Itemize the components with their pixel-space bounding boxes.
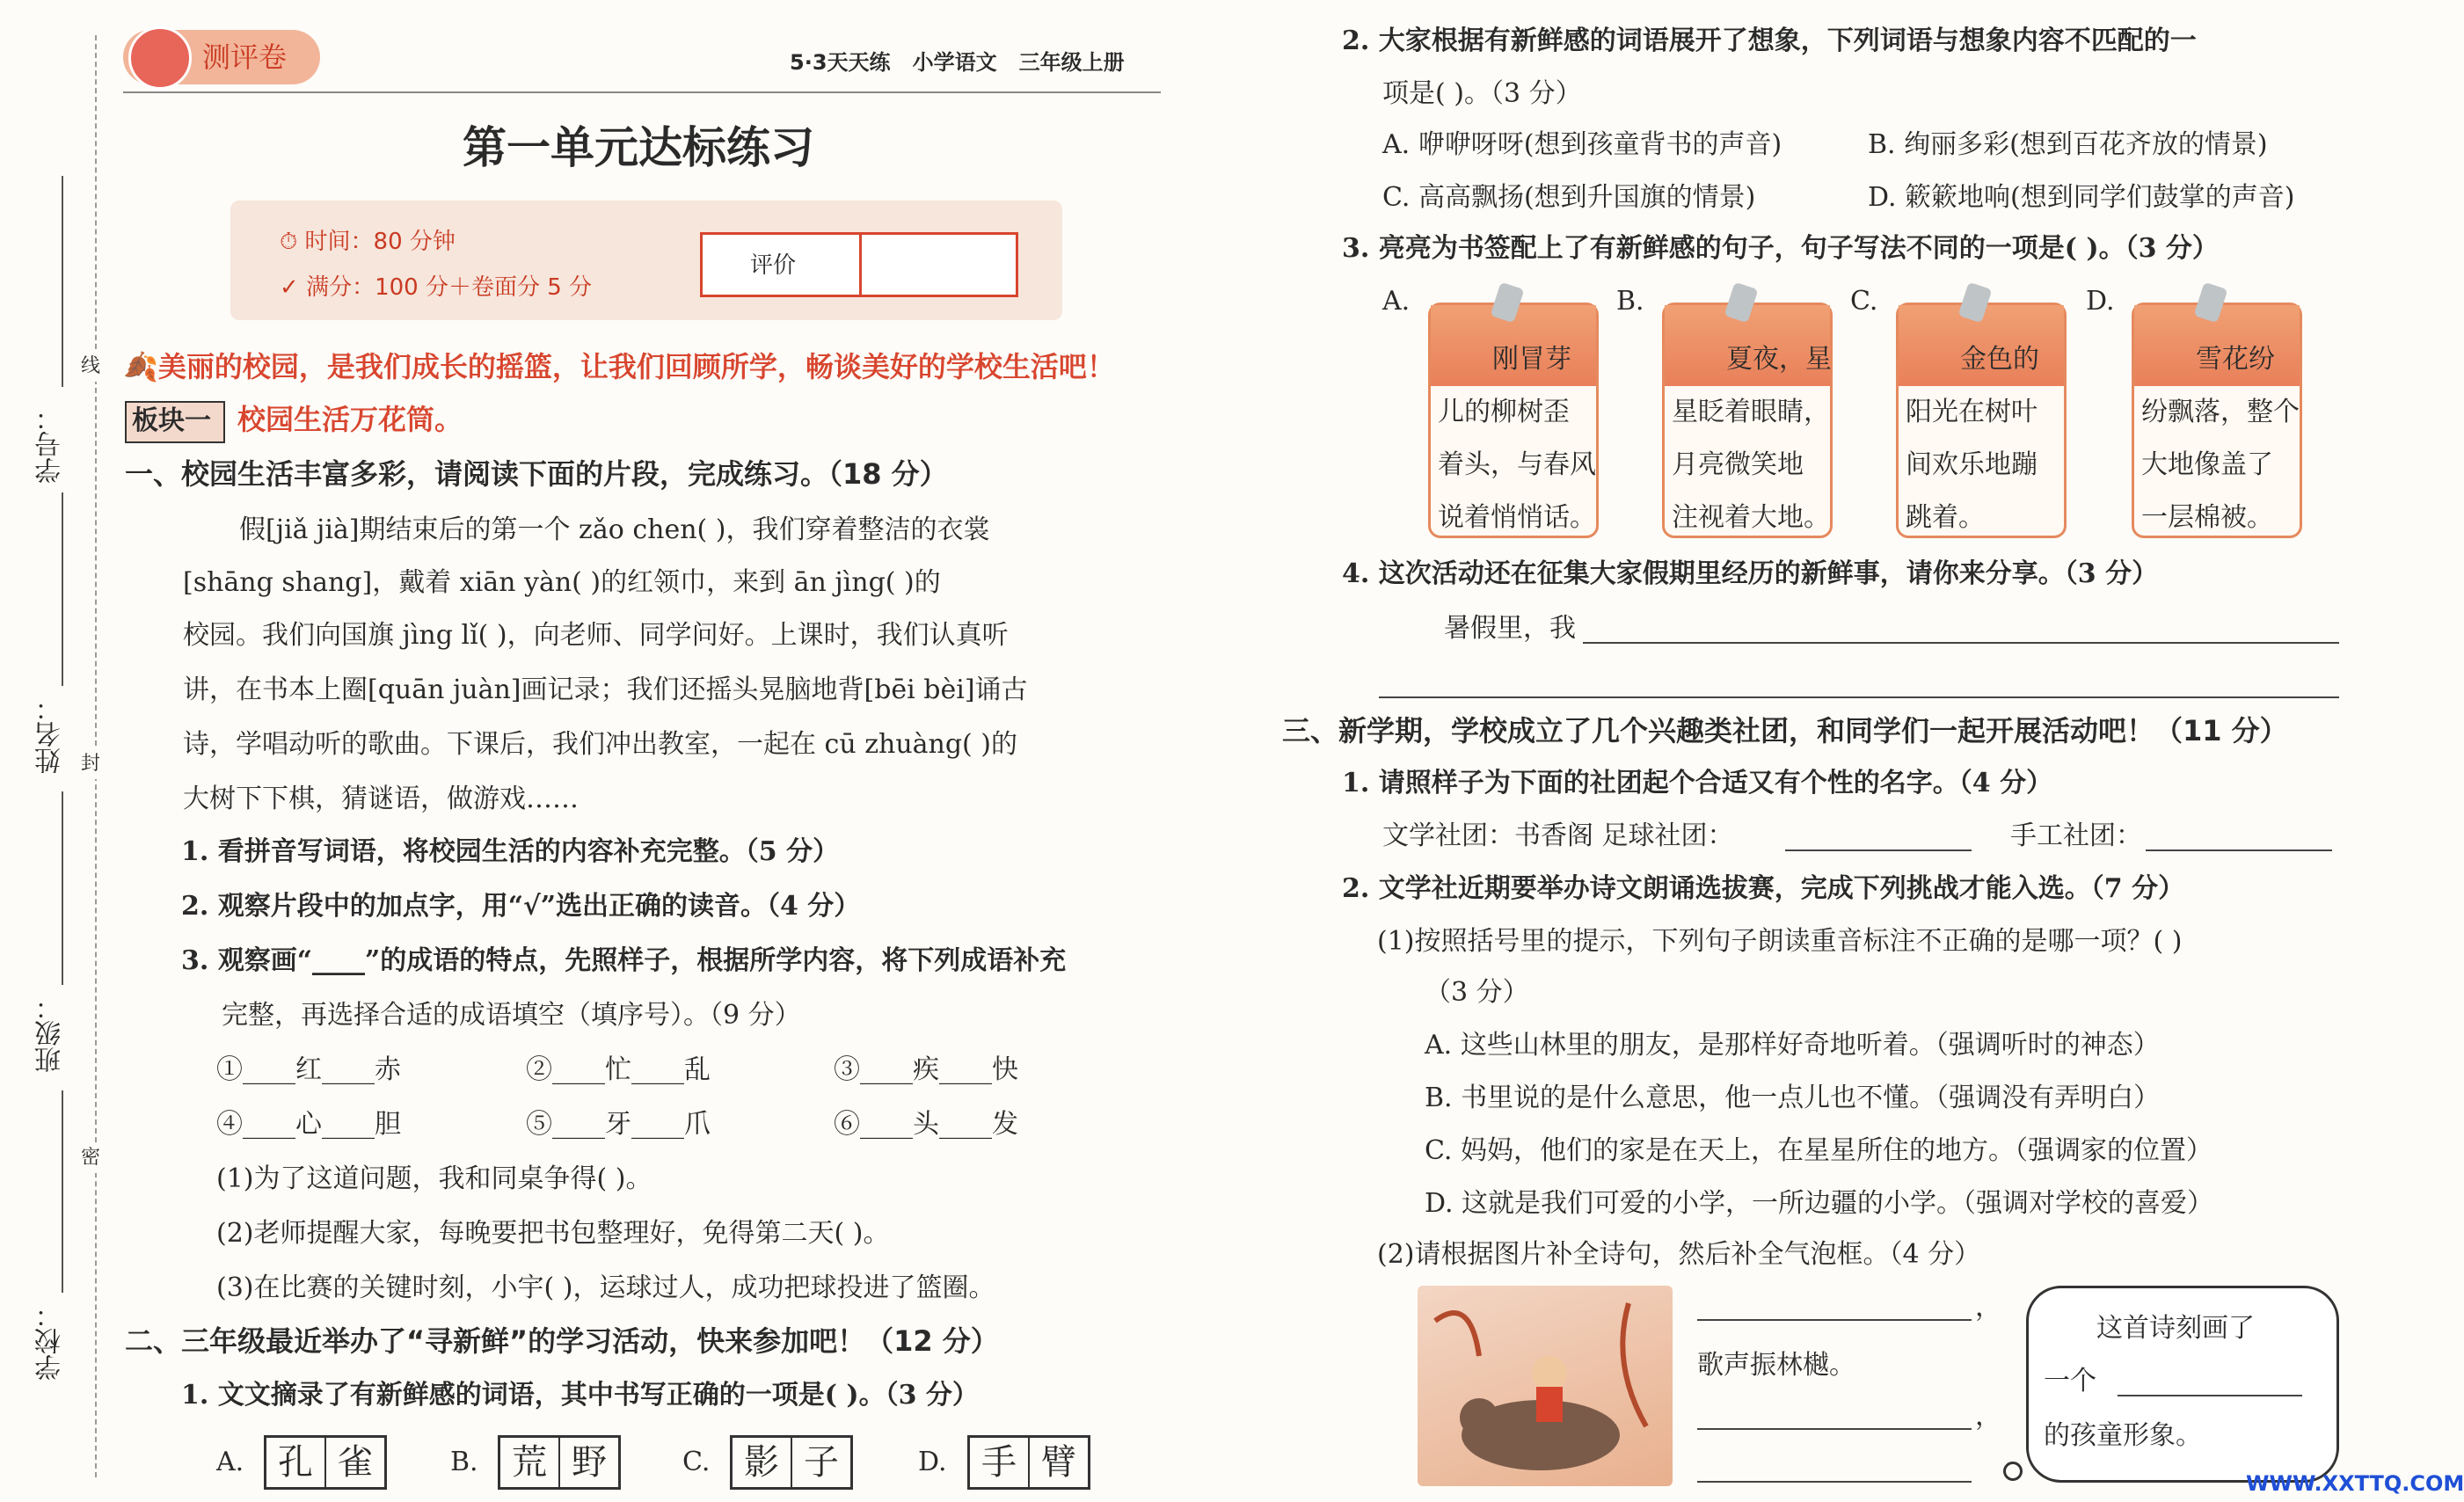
s1-fill-3: (3)在比赛的关键时刻，小宇( )，运球过人，成功把球投进了篮圈。	[216, 1272, 995, 1303]
s2-q2-d[interactable]: D. 簌簌地响(想到同学们鼓掌的声音)	[1868, 182, 2295, 213]
label-id: 学号：	[35, 405, 66, 484]
idiom-2[interactable]: ②____忙____乱	[526, 1054, 711, 1085]
football-club-input[interactable]	[1785, 849, 1972, 851]
bubble-text-2: 一个	[2044, 1366, 2096, 1396]
kid-avatar-icon	[128, 26, 192, 90]
s2-q3: 3. 亮亮为书签配上了有新鲜感的句子，句子写法不同的一项是( )。（3 分）	[1342, 233, 2219, 264]
bubble-text-1: 这首诗刻画了	[2096, 1313, 2255, 1344]
s3-q2-1: (1)按照括号里的提示，下列句子朗读重音标注不正确的是哪一项？( )	[1377, 926, 2183, 957]
s1-q2: 2. 观察片段中的加点字，用“√”选出正确的读音。（4 分）	[181, 891, 861, 922]
s1-q3b: 完整，再选择合适的成语填空（填序号）。（9 分）	[222, 1000, 801, 1031]
idiom-5[interactable]: ⑤____牙____爪	[526, 1109, 711, 1140]
poem-line-4[interactable]	[1697, 1481, 1972, 1483]
bookmark-card-a[interactable]: 刚冒芽 儿的柳树歪 着头，与春风 说着悄悄话。	[1428, 303, 1599, 538]
s3-q1: 1. 请照样子为下面的社团起个合适又有个性的名字。（4 分）	[1342, 768, 2053, 798]
field-name-line[interactable]	[62, 492, 63, 686]
s1-fill-1: (1)为了这道问题，我和同桌争得( )。	[216, 1163, 652, 1194]
page-title: 第一单元达标练习	[463, 121, 814, 173]
header-series: 5·3天天练 小学语文 三年级上册	[790, 50, 1125, 75]
bubble-dot	[2003, 1462, 2023, 1481]
s2-q2a: 2. 大家根据有新鲜感的词语展开了想象，下列词语与想象内容不匹配的一	[1342, 26, 2197, 56]
s3-opt-b[interactable]: B. 书里说的是什么意思，他一点儿也不懂。（强调没有弄明白）	[1425, 1083, 2161, 1113]
eval-label: 评价	[750, 252, 797, 279]
s3-heading: 三、新学期，学校成立了几个兴趣类社团，和同学们一起开展活动吧！（11 分）	[1282, 714, 2288, 747]
s2-opt-d-key: D.	[918, 1447, 947, 1477]
idiom-6[interactable]: ⑥____头____发	[834, 1109, 1018, 1140]
poem-line-1[interactable]	[1697, 1319, 1972, 1321]
card-c-key: C.	[1850, 286, 1878, 317]
s2-opt-a-key: A.	[216, 1447, 244, 1477]
poem-comma-2: ，	[1975, 1401, 2001, 1432]
field-class-line[interactable]	[62, 791, 63, 985]
card-d-key: D.	[2086, 286, 2115, 317]
idiom-1[interactable]: ①____红____赤	[216, 1054, 401, 1085]
watermark: WWW.XXTTQ.COM	[2246, 1471, 2464, 1496]
s2-q2b: 项是( )。（3 分）	[1382, 78, 1582, 109]
card-a-key: A.	[1382, 286, 1411, 317]
s1-passage-6: 大树下下棋，猜谜语，做游戏……	[183, 784, 579, 814]
s2-opt-c-key: C.	[682, 1447, 711, 1477]
s1-passage-1: 假[jiǎ jià]期结束后的第一个 zǎo chen( )，我们穿着整洁的衣裳	[239, 514, 990, 545]
ox-icon	[1418, 1286, 1673, 1486]
eval-box	[700, 232, 1018, 297]
poem-comma-1: ，	[1975, 1292, 2001, 1323]
badge	[123, 30, 320, 84]
s1-heading: 一、校园生活丰富多彩，请阅读下面的片段，完成练习。（18 分）	[125, 457, 948, 491]
s2-q2-a[interactable]: A. 咿咿呀呀(想到孩童背书的声音)	[1382, 129, 1782, 160]
badge-label: 测评卷	[202, 40, 288, 74]
s2-opt-c-box[interactable]: 影 子	[730, 1435, 853, 1490]
header-divider	[123, 91, 1161, 93]
label-school: 学校：	[35, 1301, 66, 1381]
block1-title: 校园生活万花筒。	[237, 403, 463, 436]
s3-q2-1-score: （3 分）	[1425, 977, 1529, 1008]
poem-line-2: 歌声振林樾。	[1697, 1350, 1855, 1381]
s2-q4-lead: 暑假里，我	[1444, 613, 1576, 644]
answer-line-1[interactable]	[1583, 642, 2339, 644]
s1-fill-2: (2)老师提醒大家，每晚要把书包整理好，免得第二天( )。	[216, 1218, 890, 1249]
s1-passage-5: 诗，学唱动听的歌曲。下课后，我们冲出教室，一起在 cū zhuàng( )的	[183, 729, 1017, 760]
s3-q2: 2. 文学社近期要举办诗文朗诵选拔赛，完成下列挑战才能入选。（7 分）	[1342, 873, 2185, 904]
s2-opt-b-key: B.	[450, 1447, 478, 1477]
craft-club-input[interactable]	[2146, 849, 2332, 851]
block1-tag: 板块一	[125, 401, 225, 443]
s3-q1-example: 文学社团：书香阁 足球社团：	[1382, 820, 1734, 851]
s1-q1: 1. 看拼音写词语，将校园生活的内容补充完整。（5 分）	[181, 836, 840, 867]
cut-mark-2: 封	[81, 749, 100, 779]
s3-q2-2: (2)请根据图片补全诗句，然后补全气泡框。（4 分）	[1377, 1239, 1981, 1270]
s1-passage-4: 讲，在书本上圈[quān juàn]画记录；我们还摇头晃脑地背[bēi bèi]诵古	[183, 674, 1028, 705]
idiom-3[interactable]: ③____疾____快	[834, 1054, 1018, 1085]
time-info: ⏱ 时间：80 分钟	[280, 229, 456, 255]
boy-on-ox-illustration	[1418, 1286, 1673, 1486]
s2-q2-b[interactable]: B. 绚丽多彩(想到百花齐放的情景)	[1868, 129, 2268, 160]
bubble-text-3: 的孩童形象。	[2044, 1420, 2202, 1451]
score-info: ✓ 满分：100 分＋卷面分 5 分	[280, 274, 593, 301]
label-name: 姓名：	[35, 695, 66, 774]
bookmark-card-c[interactable]: 金色的 阳光在树叶 间欢乐地蹦 跳着。	[1896, 303, 2067, 538]
s3-q1-craft: 手工社团：	[2010, 820, 2142, 851]
s2-q2-c[interactable]: C. 高高飘扬(想到升国旗的情景)	[1382, 182, 1756, 213]
s2-heading: 二、三年级最近举办了“寻新鲜”的学习活动，快来参加吧！（12 分）	[125, 1324, 999, 1358]
s3-opt-a[interactable]: A. 这些山林里的朋友，是那样好奇地听着。（强调听时的神态）	[1425, 1030, 2160, 1061]
idiom-4[interactable]: ④____心____胆	[216, 1109, 401, 1140]
label-class: 班级：	[35, 994, 66, 1073]
s1-passage-3: 校园。我们向国旗 jìng lǐ( )，向老师、同学问好。上课时，我们认真听	[183, 620, 1009, 651]
s2-q4: 4. 这次活动还在征集大家假期里经历的新鲜事，请你来分享。（3 分）	[1342, 558, 2159, 589]
s1-q3a: 3. 观察画“____”的成语的特点，先照样子，根据所学内容，将下列成语补充	[181, 945, 1067, 976]
cut-mark-1: 线	[81, 352, 100, 382]
s3-opt-d[interactable]: D. 这就是我们可爱的小学，一所边疆的小学。（强调对学校的喜爱）	[1425, 1188, 2214, 1219]
s2-opt-a-box[interactable]: 孔 雀	[264, 1435, 387, 1490]
bookmark-card-b[interactable]: 夏夜，星 星眨着眼睛， 月亮微笑地 注视着大地。	[1662, 303, 1833, 538]
poem-line-3[interactable]	[1697, 1428, 1972, 1430]
field-school-line[interactable]	[62, 1090, 63, 1293]
field-id-line[interactable]	[62, 176, 63, 387]
answer-line-2[interactable]	[1379, 696, 2339, 698]
bubble-input[interactable]	[2118, 1395, 2302, 1396]
cut-mark-3: 密	[81, 1143, 100, 1173]
s3-opt-c[interactable]: C. 妈妈，他们的家是在天上，在星星所住的地方。（强调家的位置）	[1425, 1135, 2212, 1166]
s2-q1: 1. 文文摘录了有新鲜感的词语，其中书写正确的一项是( )。（3 分）	[181, 1380, 979, 1411]
card-b-key: B.	[1616, 286, 1644, 317]
bookmark-card-d[interactable]: 雪花纷 纷飘落，整个 大地像盖了 一层棉被。	[2132, 303, 2302, 538]
s2-opt-b-box[interactable]: 荒 野	[498, 1435, 621, 1490]
intro-text: 🍂美丽的校园，是我们成长的摇篮，让我们回顾所学，畅谈美好的学校生活吧！	[123, 350, 1115, 383]
s1-passage-2: [shāng shang]，戴着 xiān yàn( )的红领巾，来到 ān jìng( )的	[183, 567, 941, 598]
s2-opt-d-box[interactable]: 手 臂	[967, 1435, 1090, 1490]
